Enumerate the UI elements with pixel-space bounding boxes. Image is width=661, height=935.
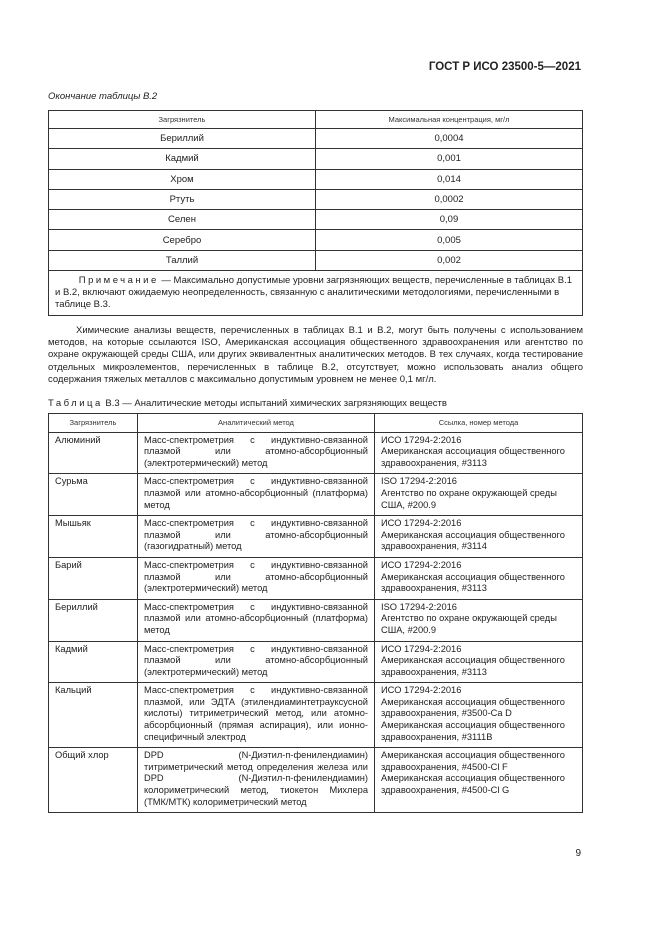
method-cell: Масс-спектрометрия с индуктивно-связанной плазмой или атомно-абсорбционный (газогидратный) метод xyxy=(138,516,375,558)
table-b3 xyxy=(48,413,583,813)
table-row xyxy=(49,169,583,189)
contaminant-cell: Кадмий xyxy=(49,641,138,683)
method-cell: Масс-спектрометрия с индуктивно-связанной плазмой или атомно-абсорбционный (электротермический) метод xyxy=(138,432,375,474)
table-b2-note xyxy=(49,271,583,316)
table-row xyxy=(49,129,583,149)
method-cell: Масс-спектрометрия с индуктивно-связанной плазмой, или ЭДТА (этилендиаминтетрауксусной кислоты) титриметрический метод, или атомно-абсорбционный (прямая аспирация), или ионно-специфичный электрод xyxy=(138,683,375,748)
table-row xyxy=(49,210,583,230)
table-b2-header-concentration: Максимальная концентрация, мг/л xyxy=(316,111,583,129)
table-b3-header-method: Аналитический метод xyxy=(138,414,375,433)
contaminant-cell: Кадмий xyxy=(49,149,316,169)
table-row xyxy=(49,599,583,641)
contaminant-cell: Ртуть xyxy=(49,189,316,209)
reference-cell: ИСО 17294-2:2016 Американская ассоциация общественного здравоохранения, #3114 xyxy=(375,516,583,558)
table-row xyxy=(49,557,583,599)
method-cell: Масс-спектрометрия с индуктивно-связанной плазмой или атомно-абсорбционный (платформа) метод xyxy=(138,474,375,516)
table-row xyxy=(49,432,583,474)
concentration-cell: 0,0004 xyxy=(316,129,583,149)
reference-cell: Американская ассоциация общественного здравоохранения, #4500-Cl F Американская ассоциация общественного здравоохранения, #4500-Cl G xyxy=(375,748,583,813)
method-cell: DPD (N-Диэтил-п-фенилендиамин) титриметрический метод определения железа или DPD (N-Диэтил-п-фенилендиамин) колориметрический метод, тиокетон Михлера (ТМК/МТК) колориметрический метод xyxy=(138,748,375,813)
method-cell: Масс-спектрометрия с индуктивно-связанной плазмой или атомно-абсорбционный (электротермический) метод xyxy=(138,641,375,683)
table-b2-caption: Окончание таблицы В.2 xyxy=(48,91,158,102)
table-row xyxy=(49,250,583,270)
note-label: Примечание xyxy=(78,275,159,287)
table-row xyxy=(49,230,583,250)
concentration-cell: 0,002 xyxy=(316,250,583,270)
reference-cell: ISO 17294-2:2016 Агентство по охране окружающей среды США, #200.9 xyxy=(375,599,583,641)
contaminant-cell: Бериллий xyxy=(49,129,316,149)
contaminant-cell: Селен xyxy=(49,210,316,230)
table-row xyxy=(49,189,583,209)
reference-cell: ИСО 17294-2:2016 Американская ассоциация общественного здравоохранения, #3500-Ca D Американская ассоциация общественного здравоохранения, #3111B xyxy=(375,683,583,748)
concentration-cell: 0,0002 xyxy=(316,189,583,209)
table-row xyxy=(49,474,583,516)
method-cell: Масс-спектрометрия с индуктивно-связанной плазмой или атомно-абсорбционный (электротермический) метод xyxy=(138,557,375,599)
table-b2 xyxy=(48,110,583,316)
contaminant-cell: Таллий xyxy=(49,250,316,270)
table-row xyxy=(49,149,583,169)
table-row xyxy=(49,748,583,813)
table-b3-caption-label: Таблица xyxy=(48,398,103,409)
table-b3-caption xyxy=(48,398,447,409)
concentration-cell: 0,001 xyxy=(316,149,583,169)
contaminant-cell: Кальций xyxy=(49,683,138,748)
concentration-cell: 0,014 xyxy=(316,169,583,189)
contaminant-cell: Алюминий xyxy=(49,432,138,474)
body-paragraph: Химические анализы веществ, перечисленных в таблицах В.1 и В.2, могут быть получены с использованием методов, на которые ссылаются ISO, Американская ассоциация общественного здравоохранения или агентство по охране окружающей среды США, или других эквивалентных аналитических методов. В тех случаях, когда тестирование отдельных микроэлементов, перечисленных в таблице В.2, отсутствует, можно использовать анализ общего содержания тяжелых металлов с максимально допустимым уровнем не менее 0,1 мг/л. xyxy=(48,325,583,385)
concentration-cell: 0,005 xyxy=(316,230,583,250)
table-row xyxy=(49,516,583,558)
note-text: — Максимально допустимые уровни загрязняющих веществ, перечисленные в таблицах В.1 и В.2, включают ожидаемую неопределенность, связанную с аналитическими методологиями, перечисленными в таблице В.3. xyxy=(55,275,573,311)
reference-cell: ИСО 17294-2:2016 Американская ассоциация общественного здравоохранения, #3113 xyxy=(375,557,583,599)
contaminant-cell: Общий хлор xyxy=(49,748,138,813)
contaminant-cell: Мышьяк xyxy=(49,516,138,558)
page-number: 9 xyxy=(575,848,581,859)
contaminant-cell: Хром xyxy=(49,169,316,189)
table-b3-caption-text: В.3 — Аналитические методы испытаний химических загрязняющих веществ xyxy=(102,398,447,409)
concentration-cell: 0,09 xyxy=(316,210,583,230)
table-b3-header-reference: Ссылка, номер метода xyxy=(375,414,583,433)
table-row xyxy=(49,641,583,683)
table-b3-header-contaminant: Загрязнитель xyxy=(49,414,138,433)
reference-cell: ISO 17294-2:2016 Агентство по охране окружающей среды США, #200.9 xyxy=(375,474,583,516)
contaminant-cell: Серебро xyxy=(49,230,316,250)
reference-cell: ИСО 17294-2:2016 Американская ассоциация общественного здравоохранения, #3113 xyxy=(375,432,583,474)
contaminant-cell: Барий xyxy=(49,557,138,599)
method-cell: Масс-спектрометрия с индуктивно-связанной плазмой или атомно-абсорбционный (платформа) метод xyxy=(138,599,375,641)
contaminant-cell: Бериллий xyxy=(49,599,138,641)
reference-cell: ИСО 17294-2:2016 Американская ассоциация общественного здравоохранения, #3113 xyxy=(375,641,583,683)
table-row xyxy=(49,683,583,748)
contaminant-cell: Сурьма xyxy=(49,474,138,516)
table-b2-header-contaminant: Загрязнитель xyxy=(49,111,316,129)
document-code: ГОСТ Р ИСО 23500-5—2021 xyxy=(428,61,581,73)
